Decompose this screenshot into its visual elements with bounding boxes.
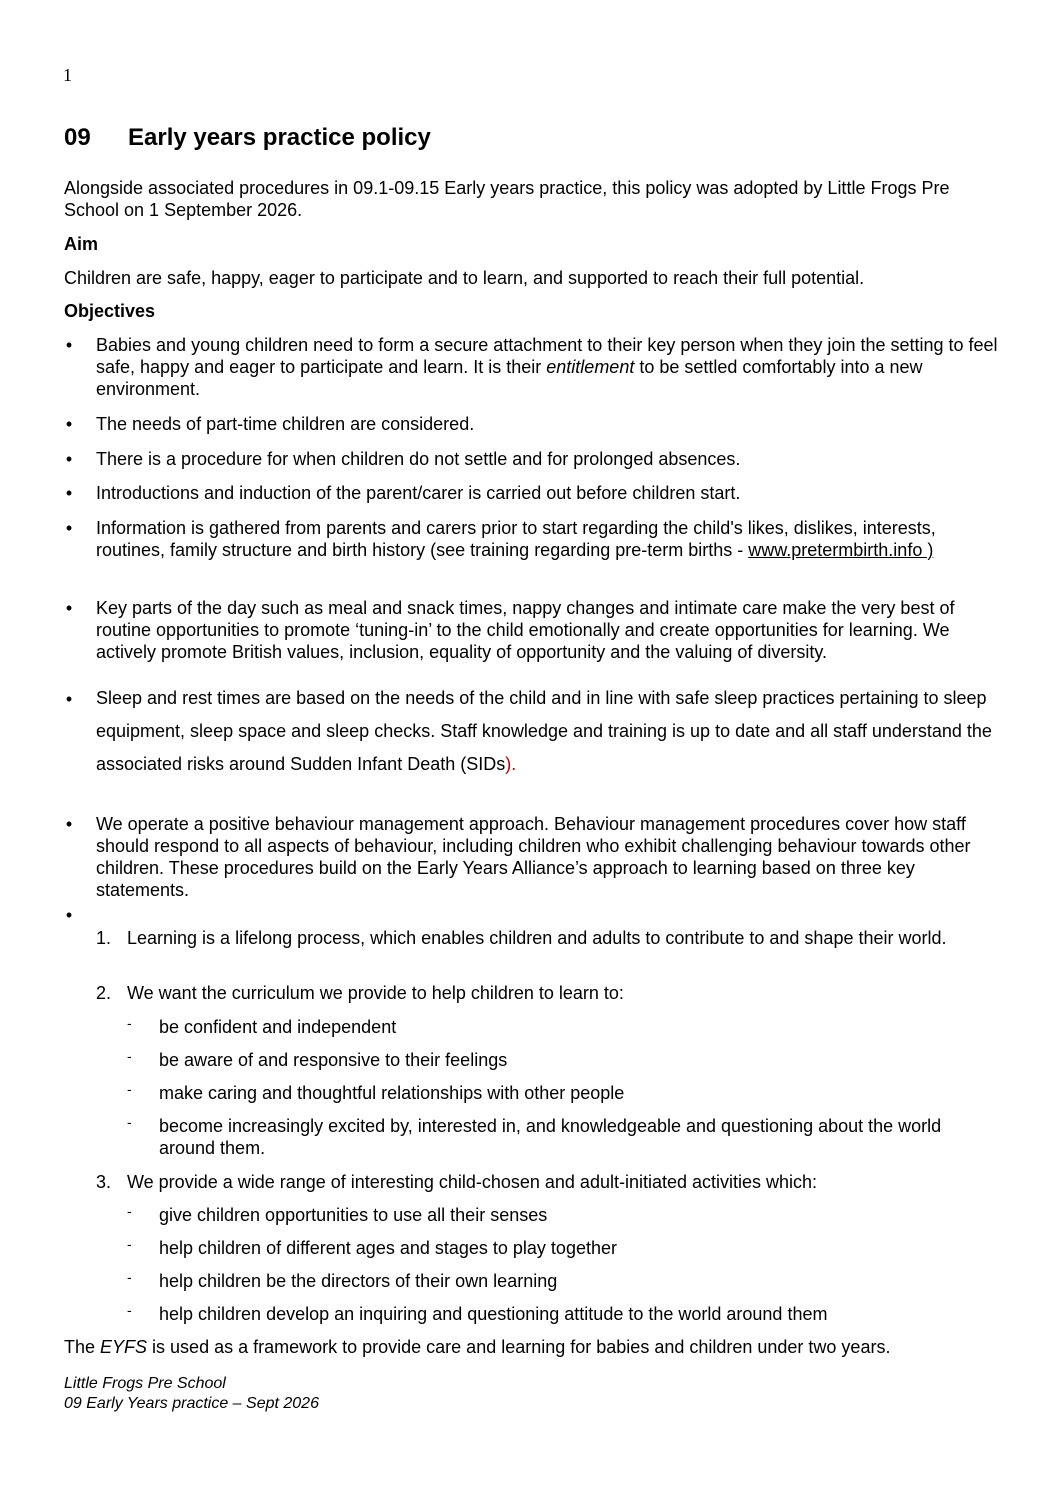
objective-text: The needs of part-time children are considered. (96, 414, 475, 434)
page-title (64, 124, 431, 152)
list-item (127, 1237, 977, 1259)
objective-text: We operate a positive behaviour management approach. Behaviour management procedures cover how staff should respond to all aspects of behaviour, including children who exhibit challenging behaviour towards other children. These procedures build on the Early Years Alliance’s approach to learning based on three key statements. (96, 814, 971, 900)
objective-text: Sleep and rest times are based on the needs of the child and in line with safe sleep practices pertaining to sleep equipment, sleep space and sleep checks. Staff knowledge and training is up to date and all staff understand the associated risks around Sudden Infant Death (SIDs (96, 688, 992, 774)
page-number: 1 (63, 65, 72, 85)
list-item (127, 1115, 977, 1159)
objective-text: Introductions and induction of the parent/carer is carried out before children start. (96, 483, 741, 503)
footer-document-ref: 09 Early Years practice – Sept 2026 (64, 1395, 319, 1412)
objective-text: Babies and young children need to form a secure attachment to their key person when they join the setting to feel safe, happy and eager to participate and learn. It is their (96, 335, 998, 377)
bullet-icon: • (65, 518, 73, 538)
list-item (127, 1082, 977, 1104)
list-item (64, 482, 1004, 504)
dash-marker: - (127, 1302, 132, 1318)
list-item (64, 413, 1004, 435)
activity-text: give children opportunities to use all their senses (159, 1205, 548, 1225)
list-item (64, 448, 1004, 470)
bullet-icon: • (65, 449, 73, 469)
activity-text: help children develop an inquiring and questioning attitude to the world around them (159, 1304, 828, 1324)
objectives-heading: Objectives (64, 301, 156, 321)
objective-text: Information is gathered from parents and carers prior to start regarding the child's likes, dislikes, interests, routines, family structure and birth history (see training regarding pre-term births - (96, 518, 936, 560)
bullet-icon: • (65, 414, 73, 434)
learn-to-text: be aware of and responsive to their feelings (159, 1050, 508, 1070)
pretermbirth-link[interactable]: www.pretermbirth.info ) (748, 540, 934, 560)
bullet-icon: • (65, 598, 73, 618)
footer-organisation: Little Frogs Pre School (64, 1375, 226, 1392)
objective-text: There is a procedure for when children do not settle and for prolonged absences. (96, 449, 741, 469)
aim-heading: Aim (64, 234, 99, 254)
bullet-icon: • (65, 689, 73, 709)
list-item (127, 1204, 977, 1226)
bullet-icon: • (65, 814, 73, 834)
dash-marker: - (127, 1269, 132, 1285)
statement-text: We provide a wide range of interesting child-chosen and adult-initiated activities which: (127, 1172, 818, 1192)
closing-text: is used as a framework to provide care and learning for babies and children under two years. (147, 1337, 891, 1357)
list-item (127, 1270, 977, 1292)
list-item (127, 1303, 977, 1325)
list-item (64, 813, 1004, 901)
statement-number: 2. (96, 983, 112, 1003)
intro-paragraph: Alongside associated procedures in 09.1-09.15 Early years practice, this policy was adopted by Little Frogs Pre School on 1 September 2026. (64, 178, 950, 220)
bullet-icon: • (65, 483, 73, 503)
learn-to-text: be confident and independent (159, 1017, 397, 1037)
dash-marker: - (127, 1203, 132, 1219)
dash-marker: - (127, 1048, 132, 1064)
emphasis: entitlement (546, 357, 635, 377)
learn-to-text: make caring and thoughtful relationships with other people (159, 1083, 625, 1103)
dash-marker: - (127, 1015, 132, 1031)
activity-text: help children of different ages and stages to play together (159, 1238, 617, 1258)
statement-item (96, 1171, 976, 1193)
statement-item (96, 927, 976, 949)
page-footer (64, 1374, 319, 1414)
objective-text: to be settled comfortably into a new environment. (96, 357, 923, 399)
dash-marker: - (127, 1114, 132, 1130)
closing-text: The (64, 1337, 101, 1357)
list-item (64, 517, 1004, 561)
statement-text: We want the curriculum we provide to help children to learn to: (127, 983, 624, 1003)
activity-text: help children be the directors of their own learning (159, 1271, 558, 1291)
policy-number: 09 (64, 124, 91, 151)
list-item (127, 1016, 977, 1038)
dash-marker: - (127, 1236, 132, 1252)
statement-text: Learning is a lifelong process, which enables children and adults to contribute to and shape their world. (127, 928, 947, 948)
statement-number: 1. (96, 928, 112, 948)
statement-number: 3. (96, 1172, 112, 1192)
aim-text: Children are safe, happy, eager to participate and to learn, and supported to reach their full potential. (64, 268, 865, 288)
bullet-icon: • (65, 905, 73, 925)
list-item (64, 334, 1004, 400)
dash-marker: - (127, 1081, 132, 1097)
closing-paragraph (64, 1336, 1004, 1358)
red-punctuation: ). (505, 754, 517, 774)
policy-title: Early years practice policy (128, 124, 431, 151)
bullet-icon: • (65, 335, 73, 355)
statement-item (96, 982, 976, 1004)
list-item (64, 597, 1004, 663)
list-item (127, 1049, 977, 1071)
list-item (64, 682, 1004, 781)
learn-to-text: become increasingly excited by, interested in, and knowledgeable and questioning about the world around them. (159, 1116, 942, 1158)
eyfs-emphasis: EYFS (100, 1337, 148, 1357)
objective-text: Key parts of the day such as meal and snack times, nappy changes and intimate care make the very best of routine opportunities to promote ‘tuning-in’ to the child emotionally and create opportunities for learning. We actively promote British values, inclusion, equality of opportunity and the valuing of diversity. (96, 598, 955, 662)
